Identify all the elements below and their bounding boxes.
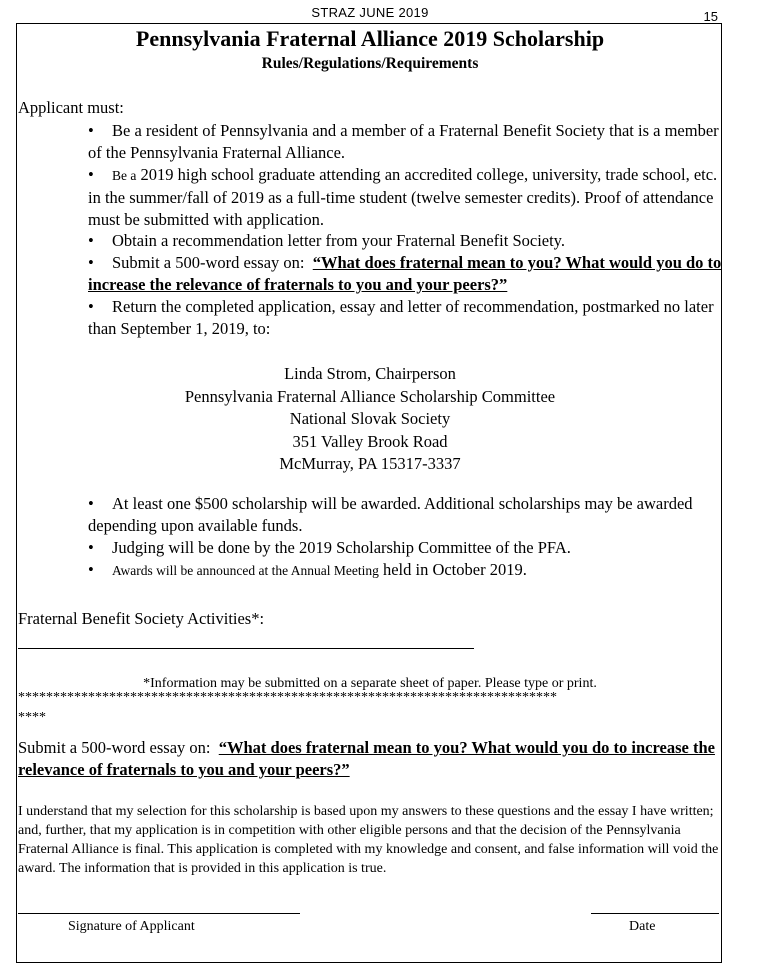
running-header [0, 5, 760, 23]
asterisk-divider-continuation: **** [18, 710, 46, 725]
running-title: STRAZ JUNE 2019 [311, 5, 429, 20]
consent-statement: I understand that my selection for this scholarship is based upon my answers to these questions and the essay I have written; and, further, that my application is in competition with other eligible persons and that the decision of the Pennsylvania Fraternal Alliance is final. This application is completed with my knowledge and consent, and false information will void the award. The information that is provided in this application is true. [18, 804, 719, 876]
page-number: 15 [703, 9, 718, 24]
signature-label: Signature of Applicant [68, 919, 195, 934]
bullet-icon: • [88, 560, 94, 579]
bullet-icon: • [88, 253, 94, 272]
bullet-icon: • [88, 494, 94, 513]
requirement-item-residency: • Be a resident of Pennsylvania and a member of a Fraternal Benefit Society that is a member of the Pennsylvania Fraternal Alliance. [88, 121, 719, 162]
date-label: Date [629, 919, 656, 934]
essay-question: “What does fraternal mean to you? What would you do to increase the relevance of fraternals to you and your peers?” [88, 253, 722, 294]
signature-line[interactable] [18, 913, 300, 914]
address-line: Linda Strom, Chairperson [284, 364, 456, 383]
requirement-item-graduate: • Be a 2019 high school graduate attending an accredited college, university, trade school, etc. in the summer/fall of 2019 as a full-time student (twelve semester credits). Proof of attendance must be submitted with application. [88, 165, 718, 229]
award-item-judging: • Judging will be done by the 2019 Scholarship Committee of the PFA. [88, 538, 571, 557]
address-line: McMurray, PA 15317-3337 [279, 454, 461, 473]
applicant-requirements-label: Applicant must: [18, 98, 124, 117]
address-line: 351 Valley Brook Road [292, 431, 448, 451]
mailing-address [0, 363, 740, 476]
requirement-item-recommendation: • Obtain a recommendation letter from your Fraternal Benefit Society. [88, 231, 565, 250]
bullet-icon: • [88, 121, 94, 140]
bullet-icon: • [88, 538, 94, 557]
document-subtitle: Rules/Regulations/Requirements [261, 55, 479, 72]
bullet-icon: • [88, 165, 94, 184]
bullet-icon: • [88, 297, 94, 316]
requirement-item-essay: • Submit a 500-word essay on: “What does fraternal mean to you? What would you do to increase the relevance of fraternals to you and your peers?” [88, 253, 722, 294]
asterisk-divider: ***************************************************************************** [18, 690, 557, 705]
essay-question: “What does fraternal mean to you? What would you do to increase the relevance of fraternals to you and your peers?” [18, 738, 715, 779]
submission-note: *Information may be submitted on a separate sheet of paper. Please type or print. [143, 676, 597, 691]
address-line: Pennsylvania Fraternal Alliance Scholarship Committee [184, 386, 556, 406]
award-item-amount: • At least one $500 scholarship will be awarded. Additional scholarships may be awarded depending upon available funds. [88, 494, 693, 535]
requirement-item-return: • Return the completed application, essay and letter of recommendation, postmarked no later than September 1, 2019, to: [88, 297, 714, 338]
activities-label: Fraternal Benefit Society Activities*: [18, 609, 265, 628]
award-item-announcement: • Awards will be announced at the Annual Meeting held in October 2019. [88, 560, 527, 579]
bullet-icon: • [88, 231, 94, 250]
activities-input-line[interactable] [18, 648, 474, 649]
date-line[interactable] [591, 913, 719, 914]
address-line: National Slovak Society [289, 409, 451, 428]
essay-prompt: Submit a 500-word essay on: “What does fraternal mean to you? What would you do to increase the relevance of fraternals to you and your peers?” [18, 738, 715, 779]
document-title: Pennsylvania Fraternal Alliance 2019 Scholarship [135, 26, 605, 51]
